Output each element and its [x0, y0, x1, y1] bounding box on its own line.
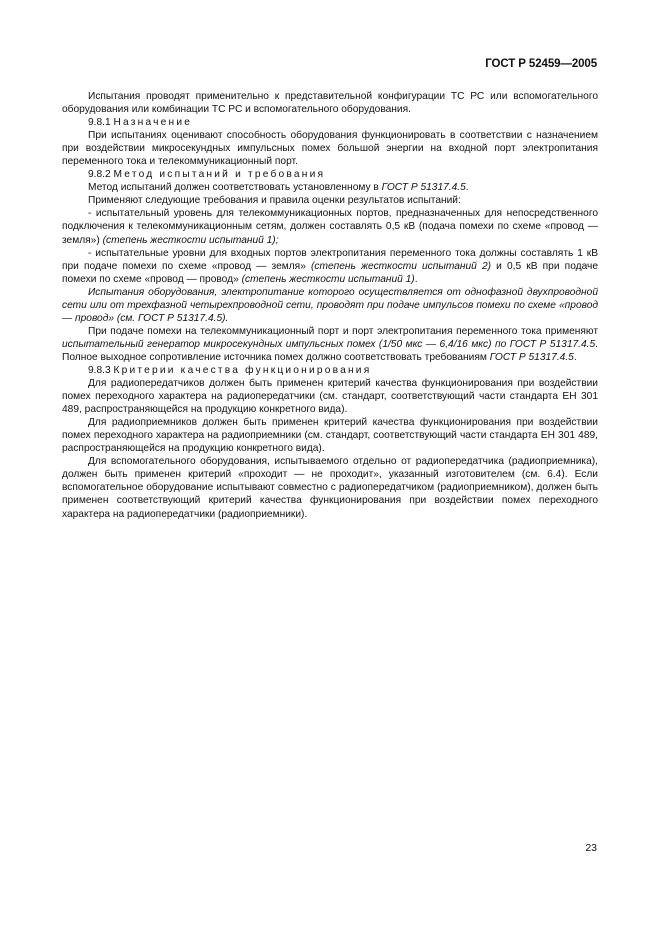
paragraph-requirements-intro — [62, 194, 598, 207]
severity-note: (степень жесткости испытаний 1) — [241, 273, 415, 285]
paragraph-receivers — [62, 416, 598, 455]
section-heading-9-8-2 — [62, 168, 598, 181]
list-item-power-ports — [62, 247, 598, 286]
severity-note: (степень жесткости испытаний 2) — [311, 260, 492, 272]
text-run: При подаче помехи на телекоммуникационный порт и порт электропитания переменного тока применяют — [88, 325, 598, 337]
text-run: - испытательный уровень для телекоммуникационных портов, предназначенных для непосредственного подключения к телекоммуникационным сетям, должен составлять 0,5 кВ (подача помехи по схеме «провод — земля») — [62, 208, 598, 246]
text-run: Для радиоприемников должен быть применен критерий качества функционирования при воздействии помех переходного характера на радиоприемники (см. стандарт, соответствующий части стандарта ЕН 301 489, распространяющейся на продукцию конкретного вида). — [62, 417, 598, 455]
paragraph-purpose — [62, 129, 598, 168]
standard-reference: ГОСТ Р 51317.4.5 — [489, 351, 574, 363]
text-run: . — [414, 273, 418, 285]
text-run: . — [573, 351, 577, 363]
section-title: Метод испытаний и требования — [113, 169, 326, 181]
section-number: 9.8.1 — [88, 117, 114, 129]
paragraph-intro — [62, 90, 598, 116]
text-run: Испытания проводят применительно к представительной конфигурации ТС РС или вспомогательного оборудования или комбинации ТС РС и вспомогательного оборудования. — [62, 91, 598, 116]
text-run: . — [465, 182, 469, 194]
text-run: . Полное выходное сопротивление источника помех должно соответствовать требованиям — [62, 338, 598, 363]
text-run: и 0,5 кВ при подаче помехи по схеме «провод — провод» — [62, 260, 598, 285]
list-item-telecom-ports — [62, 207, 598, 246]
section-title: Назначение — [113, 117, 193, 129]
section-heading-9-8-1 — [62, 116, 598, 129]
section-heading-9-8-3 — [62, 364, 598, 377]
paragraph-single-phase-note — [62, 286, 598, 325]
text-run: Применяют следующие требования и правила оценки результатов испытаний: — [88, 195, 461, 207]
paragraph-method — [62, 181, 598, 194]
paragraph-auxiliary-equipment — [62, 455, 598, 520]
section-number: 9.8.3 — [88, 364, 114, 376]
italic-note: Испытания оборудования, электропитание которого осуществляется от однофазной двухпроводной сети или от трехфазной четырехпроводной сети, проводят при подаче импульсов помехи по схеме «провод — провод» (см. ГОСТ Р 51317.4.5). — [62, 286, 598, 324]
standard-reference: ГОСТ Р 51317.4.5 — [381, 182, 466, 194]
text-run: Метод испытаний должен соответствовать установленному в — [88, 182, 382, 194]
text-run: Для вспомогательного оборудования, испытываемого отдельно от радиопередатчика (радиоприемника), должен быть применен критерий «проходит — не проходит», указанный изготовителем (см. 6.4). Если вспомогательное оборудование испытывают совместно с радиопередатчиком (радиоприемником), должен быть применен соответствующий критерий качества функционирования при воздействии помех переходного характера на радиопередатчики (радиоприемники). — [62, 456, 598, 520]
paragraph-transmitters — [62, 377, 598, 416]
body-text — [62, 90, 598, 521]
generator-reference: испытательный генератор микросекундных импульсных помех (1/50 мкс — 6,4/16 мкс) по ГОСТ Р 51317.4.5 — [62, 338, 596, 350]
severity-note: (степень жесткости испытаний 1); — [102, 234, 279, 246]
section-title: Критерии качества функционирования — [113, 364, 372, 376]
page-number: 23 — [585, 842, 597, 854]
document-id: ГОСТ Р 52459—2005 — [485, 58, 597, 70]
section-number: 9.8.2 — [88, 169, 114, 181]
text-run: Для радиопередатчиков должен быть применен критерий качества функционирования при воздействии помех переходного характера на радиопередатчики (см. стандарт, соответствующий части стандарта ЕН 301 489, распространяющейся на продукцию конкретного вида). — [62, 378, 598, 416]
text-run: При испытаниях оценивают способность оборудования функционировать в соответствии с назначением при воздействии микросекундных импульсных помех большой энергии на входной порт электропитания переменного тока и телекоммуникационный порт. — [62, 130, 598, 168]
paragraph-generator — [62, 325, 598, 364]
text-run: - испытательные уровни для входных портов электропитания переменного тока должны составлять 1 кВ при подаче помехи по схеме «провод — земля» — [62, 247, 598, 272]
